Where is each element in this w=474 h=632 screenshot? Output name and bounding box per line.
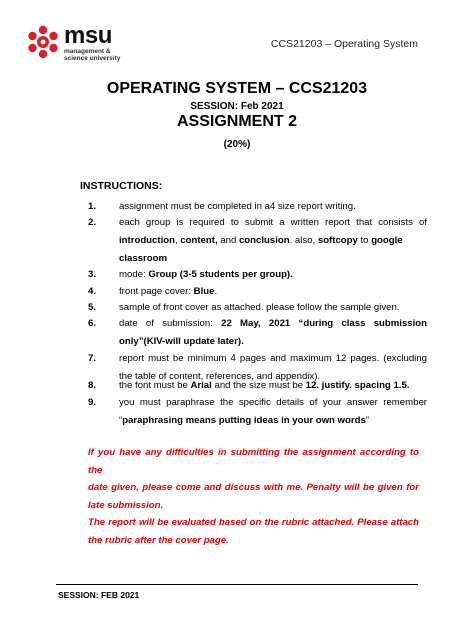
item-number: 3. <box>88 269 97 280</box>
text-run: to <box>357 235 372 246</box>
bold-text-run: introduction <box>119 235 175 246</box>
note-line: The report will be evaluated based on the rubric attached. Please attach <box>88 517 419 528</box>
bold-text-run: conclusion <box>238 235 290 246</box>
item-line <box>119 333 427 351</box>
bold-text-run: Arial <box>190 380 212 391</box>
item-number: 8. <box>88 380 97 391</box>
item-number: 5. <box>88 302 97 313</box>
bold-text-run: Group (3-5 students per group). <box>148 269 293 280</box>
note-line: late submission. <box>88 499 164 511</box>
item-line: each group is required to submit a written report that consists of <box>119 217 427 228</box>
item-line <box>119 412 427 430</box>
item-number: 7. <box>88 353 97 364</box>
text-run: . <box>214 286 218 297</box>
text-run: and <box>217 235 239 246</box>
text-run: assignment must be completed in a4 size report writing. <box>119 201 356 212</box>
item-number: 4. <box>88 286 97 297</box>
note-line: If you have any difficulties in submitting the assignment according to the <box>88 447 419 476</box>
course-header: CCS21203 – Operating System <box>270 38 418 50</box>
assignment-weight: (20%) <box>223 139 251 150</box>
text-run: front page cover: <box>119 286 194 297</box>
item-number: 9. <box>88 397 97 408</box>
university-logo <box>26 22 136 62</box>
footer-divider <box>56 584 418 585</box>
item-text <box>119 315 427 351</box>
bold-text-run: 22 May, 2021 <box>221 318 291 329</box>
item-text <box>119 214 427 268</box>
text-run: , <box>174 235 181 246</box>
footer-session: SESSION: FEB 2021 <box>58 590 140 600</box>
item-line <box>119 315 427 333</box>
note-line: date given, please come and discuss with me. Penalty will be given for <box>88 482 419 493</box>
item-number: 2. <box>88 217 97 228</box>
logo-tagline: management & science university <box>64 48 121 62</box>
document-title: OPERATING SYSTEM – CCS21203 <box>106 80 368 97</box>
bold-text-run: Blue <box>193 286 215 297</box>
bold-text-run: content, <box>180 235 218 246</box>
item-number: 6. <box>88 318 97 329</box>
bold-text-run: “during class submission <box>298 318 427 329</box>
item-line <box>119 232 427 268</box>
bold-text-run: only”(KIV-will update later). <box>119 336 244 347</box>
text-run: “ <box>119 415 123 426</box>
item-line: report must be minimum 4 pages and maximum 12 pages. (excluding <box>119 353 427 364</box>
submission-note <box>88 444 419 549</box>
logo-wordmark: msu <box>64 22 112 49</box>
text-run: date of submission: <box>119 318 222 329</box>
msu-emblem-icon <box>26 22 60 62</box>
text-run: ” <box>365 415 370 426</box>
item-line: you must paraphrase the specific details of your answer remember <box>119 397 427 408</box>
note-line: the rubric after the cover page. <box>88 534 229 546</box>
text-run: and the size must be <box>211 380 306 391</box>
text-run: mode: <box>119 269 149 280</box>
text-run: sample of front cover as attached. please follow the sample given. <box>119 302 400 313</box>
assignment-heading: ASSIGNMENT 2 <box>176 113 297 130</box>
item-text <box>119 266 427 284</box>
bold-text-run: google classroom <box>119 235 403 264</box>
item-text <box>119 377 427 395</box>
text-run: the font must be <box>119 380 191 391</box>
instructions-heading: INSTRUCTIONS: <box>80 180 163 192</box>
text-run: the table of content, references, and appendix). <box>119 371 321 382</box>
bold-text-run: softcopy <box>317 235 358 246</box>
text-run <box>290 318 298 329</box>
session-line: SESSION: Feb 2021 <box>190 101 284 112</box>
bold-text-run: 12. justify. spacing 1.5. <box>305 380 410 391</box>
bold-text-run: paraphrasing means putting ideas in your own words <box>122 415 366 426</box>
item-number: 1. <box>88 201 97 212</box>
text-run: . also, <box>289 235 318 246</box>
item-text <box>119 394 427 430</box>
